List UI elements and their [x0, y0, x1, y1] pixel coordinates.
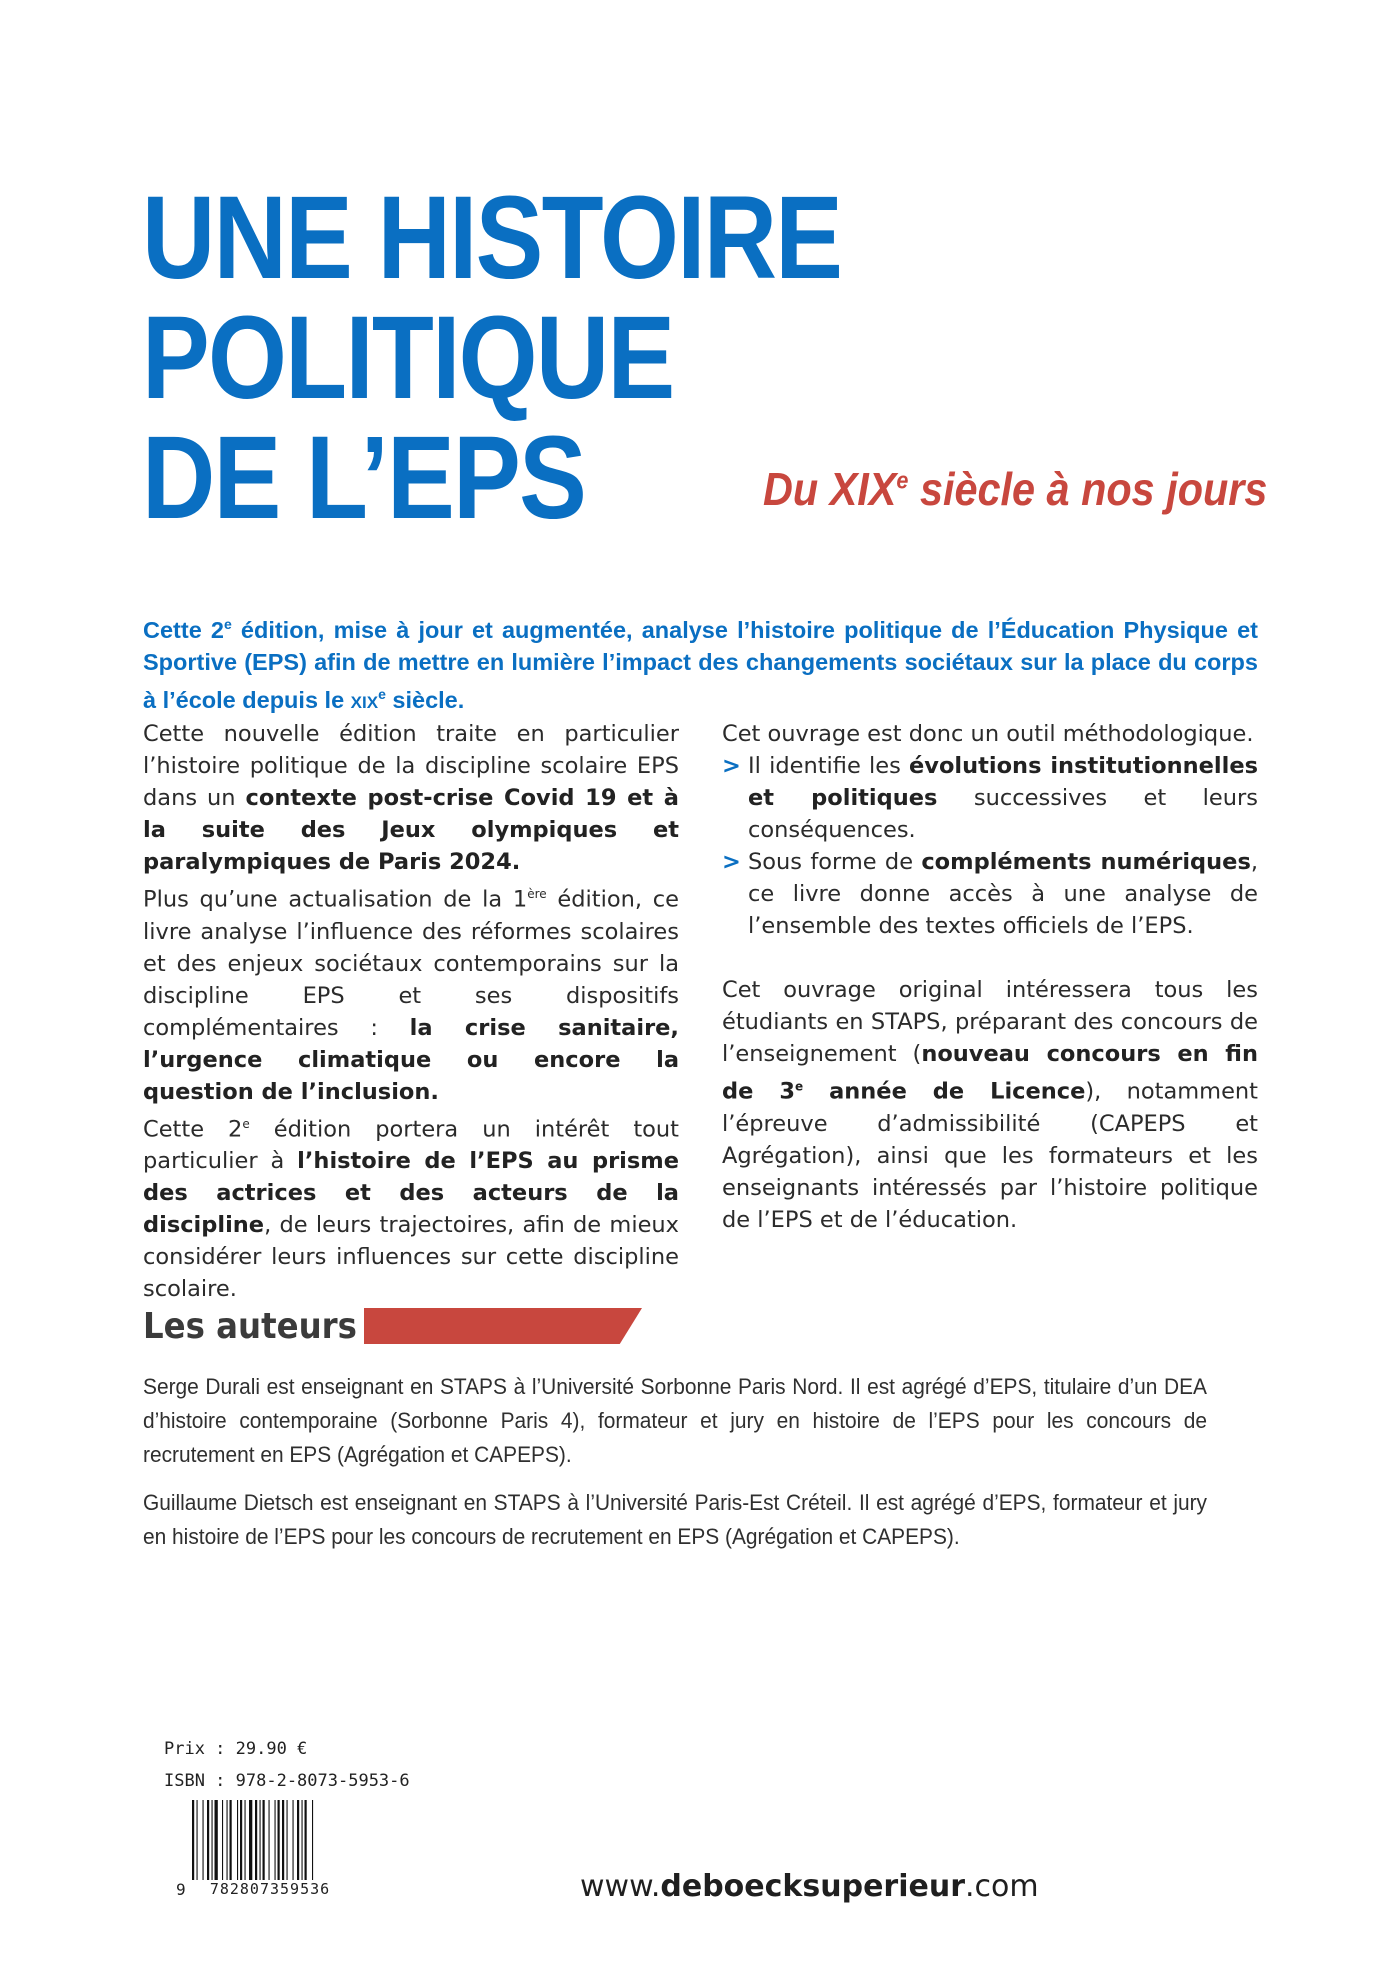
chevron-right-icon: > [722, 849, 741, 875]
feature-list [722, 750, 1258, 942]
barcode-first-digit: 9 [176, 1880, 186, 1899]
list-item: > Sous forme de compléments numériques, ce livre donne accès à une analyse de l’ensemble des textes officiels de l’EPS. [722, 846, 1258, 942]
right-column [722, 718, 1258, 1236]
left-column [143, 718, 679, 1305]
book-subtitle: Du XIXe siècle à nos jours [763, 463, 1268, 515]
publisher-website: www.deboecksuperieur.com [580, 1869, 1039, 1904]
intro-paragraph: Cette 2e édition, mise à jour et augmentée, analyse l’histoire politique de l’Éducation Physique et Sportive (EPS) afin de mettre en lumière l’impact des changements sociétaux sur la place du corps à l’école depuis le XIXe siècle. [143, 616, 1258, 713]
book-title [142, 172, 842, 544]
isbn-label: ISBN : 978-2-8073-5953-6 [164, 1771, 410, 1791]
left-paragraph-1: Cette nouvelle édition traite en particulier l’histoire politique de la discipline scolaire EPS dans un contexte post-crise Covid 19 et à la suite des Jeux olympiques et paralympiques de Paris 2024. [143, 721, 679, 875]
heading-accent-bar [364, 1308, 642, 1344]
authors-heading: Les auteurs [143, 1306, 357, 1347]
left-paragraph-2: Plus qu’une actualisation de la 1ère édition, ce livre analyse l’influence des réformes scolaires et des enjeux sociétaux contemporains sur la discipline EPS et ses dispositifs complémentaires : la crise sanitaire, l’urgence climatique ou encore la question de l’inclusion. [143, 886, 679, 1105]
author-bio-durali: Serge Durali est enseignant en STAPS à l’Université Sorbonne Paris Nord. Il est agrégé d’EPS, titulaire d’un DEA d’histoire contemporaine (Sorbonne Paris 4), formateur et jury en histoire de l’EPS pour les concours de recrutement en EPS (Agrégation et CAPEPS). [143, 1374, 1207, 1467]
chevron-right-icon: > [722, 753, 741, 779]
title-line-3: DE L’EPS [142, 412, 586, 544]
left-paragraph-3: Cette 2e édition portera un intérêt tout particulier à l’histoire de l’EPS au prisme des actrices et des acteurs de la discipline, de leurs trajectoires, afin de mieux considérer leurs influences sur cette discipline scolaire. [143, 1116, 679, 1302]
title-line-1: UNE HISTOIRE [142, 172, 842, 304]
barcode-digits: 782807359536 [190, 1880, 350, 1898]
title-line-2: POLITIQUE [142, 292, 674, 424]
right-paragraph-2: Cet ouvrage original intéressera tous les étudiants en STAPS, préparant des concours de l’enseignement (nouveau concours en fin de 3e année de Licence), notamment l’épreuve d’admissibilité (CAPEPS et Agrégation), ainsi que les formateurs et les enseignants intéressés par l’histoire politique de l’EPS et de l’éducation. [722, 977, 1258, 1233]
list-item: > Il identifie les évolutions institutionnelles et politiques successives et leurs conséquences. [722, 750, 1258, 846]
price-label: Prix : 29.90 € [164, 1739, 308, 1759]
author-bio-dietsch: Guillaume Dietsch est enseignant en STAPS à l’Université Paris-Est Créteil. Il est agrégé d’EPS, formateur et jury en histoire de l’EPS pour les concours de recrutement en EPS (Agrégation et CAPEPS). [143, 1490, 1207, 1549]
right-lead: Cet ouvrage est donc un outil méthodologique. [722, 721, 1254, 747]
price-block [164, 1733, 410, 1797]
